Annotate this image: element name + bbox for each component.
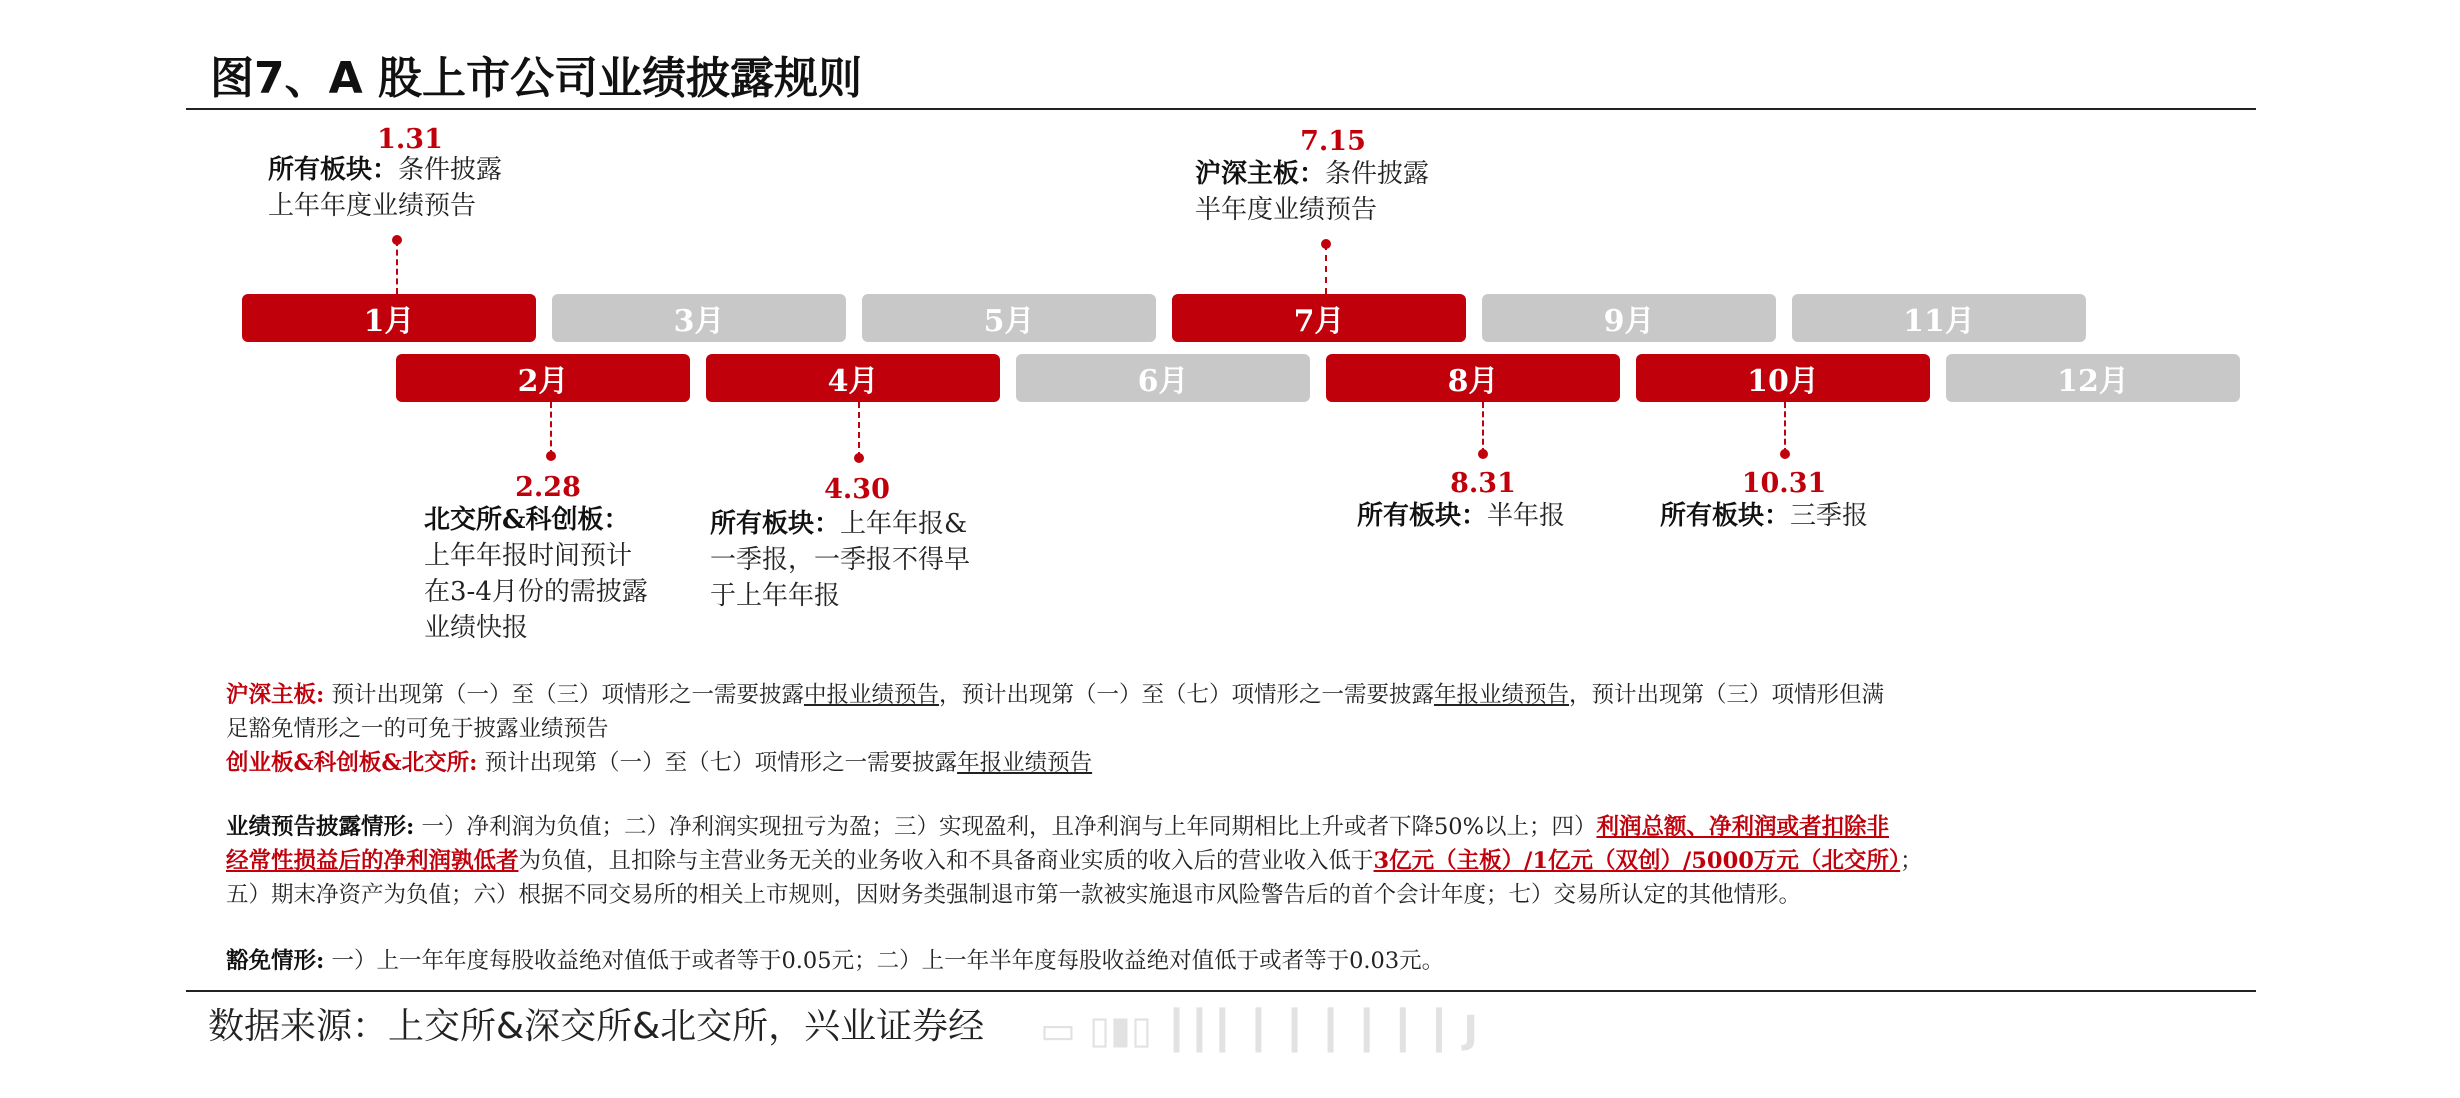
event-connector [858, 402, 860, 458]
event-board: 北交所&科创板： [424, 505, 630, 535]
month-block-1: 1月 [242, 294, 536, 342]
event-marker-dot [546, 451, 556, 461]
event-board: 所有板块： [1357, 501, 1488, 531]
event-note-4-30: 所有板块：上年年报& 一季报，一季报不得早 于上年年报 [710, 509, 971, 611]
event-note-2-28: 北交所&科创板： 上年年报时间预计 在3-4月份的需披露 业绩快报 [424, 505, 648, 643]
month-block-6: 6月 [1016, 354, 1310, 402]
event-connector [1482, 402, 1484, 454]
event-marker-dot [1478, 449, 1488, 459]
event-board: 沪深主板： [1195, 159, 1326, 189]
month-block-4: 4月 [706, 354, 1000, 402]
event-marker-dot [1780, 449, 1790, 459]
conditions-label: 业绩预告披露情形: [226, 814, 415, 840]
event-connector [1784, 402, 1786, 454]
event-date-2-28: 2.28 [515, 472, 581, 503]
rule-label-gem-star-bse: 创业板&科创板&北交所: [226, 750, 478, 776]
bottom-rule [186, 990, 2256, 992]
event-board: 所有板块： [268, 155, 399, 185]
month-block-9: 9月 [1482, 294, 1776, 342]
month-block-12: 12月 [1946, 354, 2240, 402]
disclosure-rules-boards: 沪深主板: 预计出现第（一）至（三）项情形之一需要披露中报业绩预告，预计出现第（一）至（七）项情形之一需要披露年报业绩预告，预计出现第（三）项情形但满 足豁免情形之一的可免于披露业绩预告 创业板&科创板&北交所: 预计出现第（一）至（七）项情形之一需要披露年报业绩预告 [226, 682, 1885, 776]
month-block-8: 8月 [1326, 354, 1620, 402]
event-board: 所有板块： [1660, 501, 1791, 531]
top-rule [186, 108, 2256, 110]
month-block-7: 7月 [1172, 294, 1466, 342]
event-connector [550, 402, 552, 456]
event-date-4-30: 4.30 [824, 474, 890, 505]
exemption-label: 豁免情形: [226, 948, 325, 974]
event-note-10-31: 所有板块：三季报 [1660, 501, 1869, 531]
disclosure-conditions: 业绩预告披露情形: 一）净利润为负值；二）净利润实现扭亏为盈；三）实现盈利，且净利润与上年同期相比上升或者下降50%以上；四）利润总额、净利润或者扣除非 经常性损益后的净利润孰低者为负值，且扣除与主营业务无关的业务收入和不具备商业实质的收入后的营业收入低于3亿元（主板）/1亿元（双创）/5000万元（北交所）； 五）期末净资产为负值；六）根据不同交易所的相关上市规则，因财务类强制退市第一款被实施退市风险警告后的首个会计年度；七）交易所认定的其他情形。 [226, 814, 1923, 908]
event-date-1-31: 1.31 [377, 124, 443, 155]
month-block-11: 11月 [1792, 294, 2086, 342]
month-block-10: 10月 [1636, 354, 1930, 402]
month-block-5: 5月 [862, 294, 1156, 342]
event-note-8-31: 所有板块：半年报 [1357, 501, 1566, 531]
event-connector [396, 240, 398, 294]
watermark: ▭ ▯▮▯ ┃┃┃ ┃ ┃ ┃ ┃ ┃ ┃ J [1040, 1008, 1478, 1052]
event-board: 所有板块： [710, 509, 841, 539]
event-marker-dot [854, 453, 864, 463]
month-block-2: 2月 [396, 354, 690, 402]
event-connector [1325, 244, 1327, 294]
rule-label-main-board: 沪深主板: [226, 682, 325, 708]
event-date-10-31: 10.31 [1741, 468, 1827, 499]
month-block-3: 3月 [552, 294, 846, 342]
event-date-7-15: 7.15 [1300, 126, 1366, 157]
event-date-8-31: 8.31 [1450, 468, 1516, 499]
event-note-7-15: 沪深主板：条件披露 半年度业绩预告 [1195, 159, 1430, 225]
figure-title: 图7、A 股上市公司业绩披露规则 [210, 53, 862, 104]
data-source: 数据来源：上交所&深交所&北交所，兴业证券经 [208, 1006, 985, 1047]
exemption-conditions: 豁免情形: 一）上一年年度每股收益绝对值低于或者等于0.05元；二）上一年半年度每股收益绝对值低于或者等于0.03元。 [226, 948, 1445, 974]
event-note-1-31: 所有板块：条件披露 上年年度业绩预告 [268, 155, 503, 221]
